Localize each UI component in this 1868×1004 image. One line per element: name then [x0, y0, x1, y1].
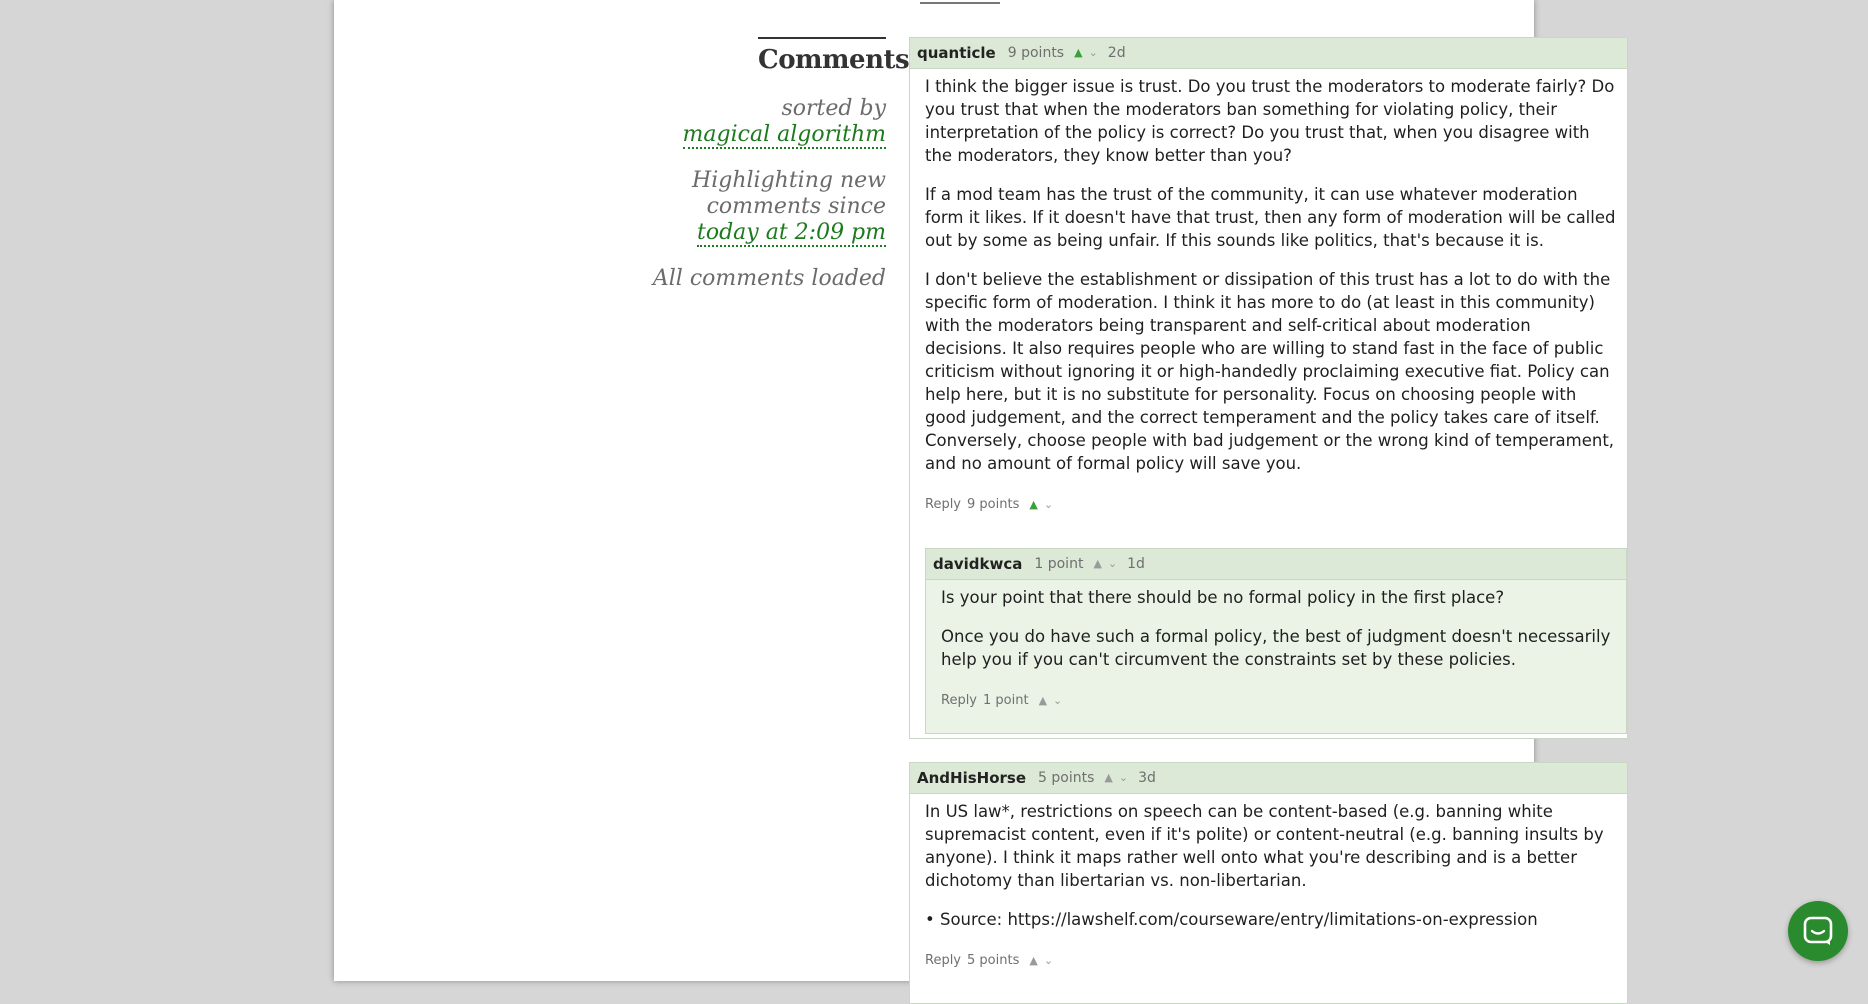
- upvote-icon[interactable]: ▲: [1038, 693, 1048, 707]
- comment-age[interactable]: 2d: [1107, 45, 1126, 61]
- footer-points: 1 point: [983, 693, 1029, 708]
- upvote-icon[interactable]: ▲: [1029, 953, 1038, 967]
- comment-paragraph: I think the bigger issue is trust. Do you trust the moderators to moderate fairly? Do you trust that when the moderators ban something for violating policy, their interpretation of the policy is correct? Do you trust that, when you disagree with the moderators, they know better than you?: [925, 77, 1615, 165]
- highlight-link-wrap: [697, 220, 886, 246]
- reply-button[interactable]: Reply: [925, 497, 962, 512]
- sorted-by-label: sorted by: [781, 96, 886, 121]
- footer-points: 9 points: [967, 497, 1020, 512]
- comment-points: 9 points: [1007, 45, 1065, 61]
- comment-header: [910, 763, 1627, 794]
- comment-paragraph: • Source: https://lawshelf.com/courseware/entry/limitations-on-expression: [925, 910, 1538, 929]
- sort-link-wrap: [683, 122, 886, 148]
- comment-author[interactable]: davidkwca: [933, 555, 1023, 573]
- chat-bubble-icon: [1803, 916, 1833, 946]
- downvote-icon[interactable]: ⌄: [1107, 557, 1118, 570]
- comment-davidkwca: [925, 548, 1627, 734]
- comment-body: [910, 69, 1627, 475]
- comment-paragraph: In US law*, restrictions on speech can be content-based (e.g. banning white supremacist content, even if it's polite) or content-neutral (e.g. banning insults by anyone). I think it maps rather well onto what you're describing and is a better dichotomy than libertarian vs. non-libertarian.: [925, 802, 1604, 890]
- comment-footer: [926, 687, 1626, 720]
- upvote-icon[interactable]: ▲: [1093, 557, 1102, 570]
- upvote-icon[interactable]: ▲: [1104, 771, 1113, 784]
- comments-loaded-status: All comments loaded: [652, 266, 886, 291]
- comment-body: [910, 794, 1627, 931]
- chat-launcher-button[interactable]: [1788, 901, 1848, 961]
- comment-footer: [910, 947, 1627, 980]
- highlight-label-2: comments since: [706, 194, 886, 219]
- comment-paragraph: I don't believe the establishment or dissipation of this trust has a lot to do with the specific form of moderation. I think it has more to do (at least in this community) with the moderators being transparent and self-critical about moderation decisions. It also requires people who are willing to stand fast in the face of public criticism without ignoring it or high-handedly proclaiming executive fiat. Policy can help here, but it is no substitute for personality. Focus on choosing people with good judgement, and the correct temperament and the policy takes care of itself. Conversely, choose people with bad judgement or the wrong kind of temperament, and no amount of formal policy will save you.: [925, 270, 1615, 473]
- downvote-icon[interactable]: ⌄: [1088, 46, 1098, 59]
- downvote-icon[interactable]: ⌄: [1043, 497, 1054, 511]
- comment-paragraph: If a mod team has the trust of the community, it can use whatever moderation form it likes. If it doesn't have that trust, then any form of moderation will be called out by some as being unfair. If this sounds like politics, that's because it is.: [925, 185, 1616, 250]
- comment-points: 1 point: [1034, 556, 1084, 572]
- comment-author[interactable]: quanticle: [917, 44, 996, 62]
- highlight-since-link[interactable]: today at 2:09 pm: [697, 220, 886, 245]
- reply-button[interactable]: Reply: [925, 953, 962, 968]
- comment-paragraph: Once you do have such a formal policy, the best of judgment doesn't necessarily help you if you can't circumvent the constraints set by these policies.: [941, 627, 1611, 669]
- comment-body: [926, 580, 1626, 671]
- top-link-fragment: [920, 0, 1000, 4]
- comment-age[interactable]: 1d: [1127, 556, 1145, 572]
- upvote-icon[interactable]: ▲: [1029, 497, 1038, 511]
- comment-author[interactable]: AndHisHorse: [917, 769, 1027, 787]
- comment-footer: [910, 491, 1627, 524]
- comment-paragraph: Is your point that there should be no formal policy in the first place?: [941, 588, 1505, 607]
- comment-quanticle: [909, 37, 1628, 739]
- comment-age[interactable]: 3d: [1138, 770, 1156, 786]
- comment-andhishorse: [909, 762, 1628, 1004]
- comments-sidebar: [334, 0, 910, 981]
- highlight-label-1: Highlighting new: [692, 168, 886, 193]
- comments-heading: Comments: [758, 37, 886, 75]
- upvote-icon[interactable]: ▲: [1074, 46, 1083, 59]
- footer-points: 5 points: [967, 953, 1020, 968]
- comment-points: 5 points: [1038, 770, 1095, 786]
- reply-button[interactable]: Reply: [941, 693, 978, 708]
- downvote-icon[interactable]: ⌄: [1043, 953, 1054, 967]
- sort-algorithm-link[interactable]: magical algorithm: [682, 122, 886, 147]
- comment-header: [910, 38, 1627, 69]
- downvote-icon[interactable]: ⌄: [1053, 693, 1063, 707]
- comment-header: [926, 549, 1626, 580]
- page-content: [334, 0, 1616, 981]
- downvote-icon[interactable]: ⌄: [1118, 771, 1129, 784]
